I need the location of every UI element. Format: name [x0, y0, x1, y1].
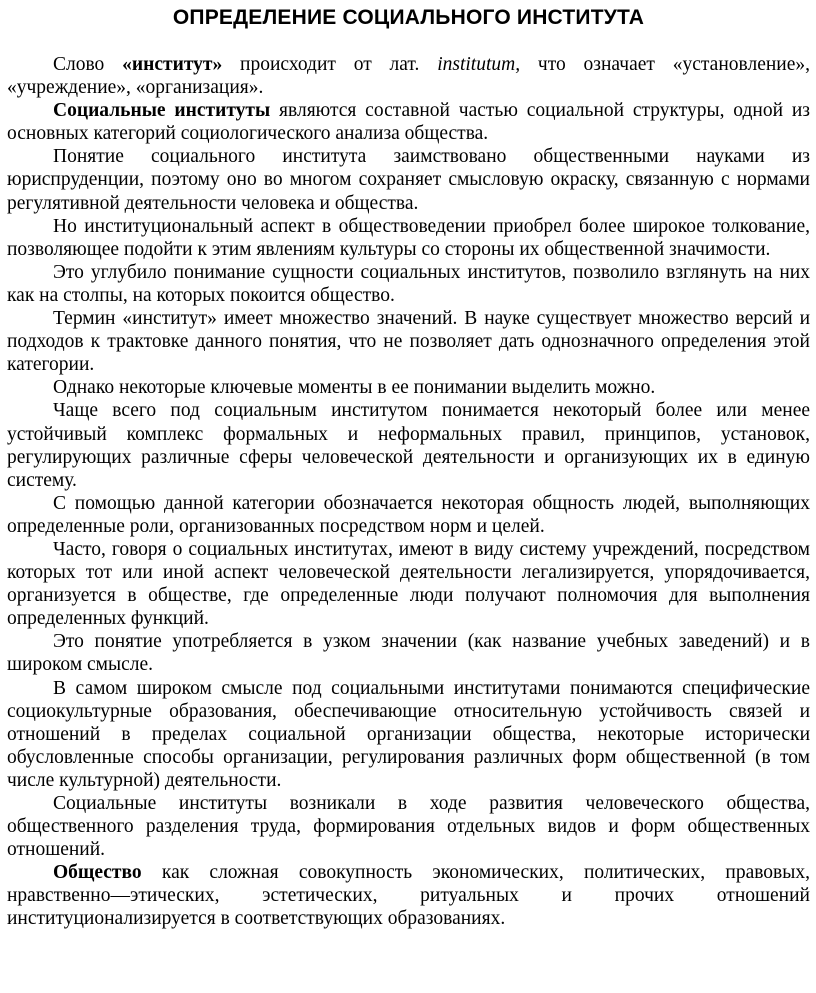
paragraph: Понятие социального института заимствовано общественными науками из юриспруденции, поэтому оно во многом сохраняет смысловую окраску, связанную с нормами регулятивной деятельности человека и общества. — [7, 146, 810, 214]
document-body — [7, 53, 810, 931]
paragraph: Это углубило понимание сущности социальных институтов, позволило взглянуть на них как на столпы, на которых покоится общество. — [7, 261, 810, 306]
term-social-institutions: Социальные институты — [53, 100, 271, 122]
paragraph: Но институциональный аспект в обществоведении приобрел более широкое толкование, позволяющее подойти к этим явлениям культуры со стороны их общественной значимости. — [7, 215, 810, 260]
latin-word: institutum, — [437, 54, 521, 75]
paragraph: Чаще всего под социальным институтом понимается некоторый более или менее устойчивый комплекс формальных и неформальных правил, принципов, установок, регулирующих различные сферы человеческой деятельности и организующих их в единую систему. — [7, 400, 810, 491]
paragraph: В самом широком смысле под социальными институтами понимаются специфические социокультурные образования, обеспечивающие относительную устойчивость связей и отношений в пределах социальной организации общества, некоторые исторически обусловленные способы организации, регулирования различных форм общественной (в том числе культурной) деятельности. — [7, 677, 810, 791]
paragraph: Однако некоторые ключевые моменты в ее понимании выделить можно. — [53, 377, 656, 399]
paragraph-text: являются составной частью социальной структуры, одной из основных категорий социологического анализа общества. — [7, 100, 810, 145]
paragraph: Часто, говоря о социальных институтах, имеют в виду систему учреждений, посредством которых тот или иной аспект человеческой деятельности легализируется, упорядочивается, организуется в обществе, где определенные люди получают полномочия для выполнения определенных функций. — [7, 538, 810, 630]
paragraph-text: происходит от лат. — [222, 54, 438, 75]
paragraph-text: как сложная совокупность экономических, политических, правовых, нравственно—этических, эстетических, ритуальных и прочих отношений институционализируется в соответствующих образованиях. — [7, 862, 810, 930]
document-title: ОПРЕДЕЛЕНИЕ СОЦИАЛЬНОГО ИНСТИТУТА — [172, 6, 645, 29]
paragraph: Социальные институты возникали в ходе развития человеческого общества, общественного разделения труда, формирования отдельных видов и форм общественных отношений. — [7, 793, 810, 861]
paragraph-text: что означает «установление», «учреждение», «организация». — [7, 54, 811, 99]
paragraph-text: Слово — [53, 54, 123, 75]
paragraph: С помощью данной категории обозначается некоторая общность людей, выполняющих определенные роли, организованных посредством норм и целей. — [7, 492, 810, 537]
paragraph: Термин «институт» имеет множество значений. В науке существует множество версий и подходов к трактовке данного понятия, что не позволяет дать однозначного определения этой категории. — [7, 308, 810, 376]
paragraph: Это понятие употребляется в узком значении (как название учебных заведений) и в широком смысле. — [7, 631, 810, 676]
paragraph-institute-etymology — [7, 53, 810, 99]
paragraph-society — [7, 861, 810, 930]
paragraph-social-institutions — [7, 99, 810, 145]
term-institute: «институт» — [122, 54, 223, 75]
term-society: Общество — [53, 862, 142, 884]
